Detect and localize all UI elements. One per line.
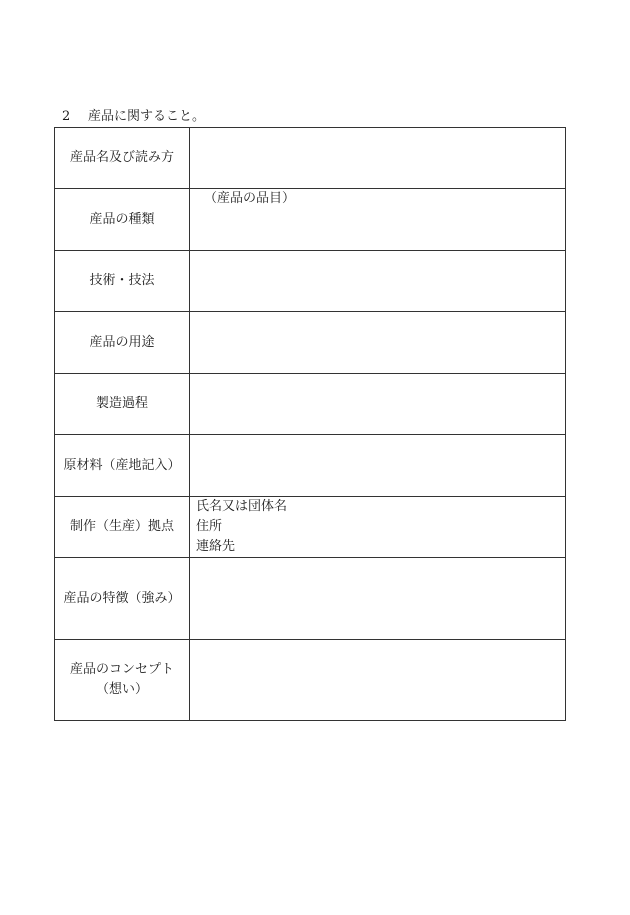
row-label-technique: 技術・技法 [55, 251, 190, 312]
row-label-product-features: 産品の特徴（強み） [55, 558, 190, 640]
field-product-concept[interactable] [190, 640, 566, 721]
row-label-product-concept [55, 640, 190, 721]
concept-label-sub: （想い） [95, 682, 148, 697]
section-number: 2 [62, 109, 71, 124]
row-label-product-name: 産品名及び読み方 [55, 128, 190, 189]
table-row [55, 374, 566, 435]
row-label-raw-materials: 原材料（産地記入） [55, 435, 190, 497]
row-label-product-type: 産品の種類 [55, 189, 190, 251]
field-raw-materials[interactable] [190, 435, 566, 497]
field-usage[interactable] [190, 312, 566, 374]
table-row [55, 312, 566, 374]
concept-label-main: 産品のコンセプト [69, 662, 174, 677]
section-heading [62, 108, 205, 126]
table-row [55, 558, 566, 640]
field-product-type[interactable] [190, 189, 566, 251]
row-label-manufacturing-process: 製造過程 [55, 374, 190, 435]
row-label-production-base: 制作（生産）拠点 [55, 497, 190, 558]
product-info-table [54, 127, 566, 721]
table-row [55, 251, 566, 312]
contact-name-label: 氏名又は団体名 [196, 499, 288, 514]
contact-phone-label: 連絡先 [196, 539, 236, 554]
table-row [55, 497, 566, 558]
field-product-features[interactable] [190, 558, 566, 640]
table-row [55, 128, 566, 189]
section-title: 産品に関すること。 [88, 109, 206, 124]
field-manufacturing-process[interactable] [190, 374, 566, 435]
product-type-note: （産品の品目） [204, 191, 296, 206]
production-base-lines [196, 497, 565, 557]
field-product-name[interactable] [190, 128, 566, 189]
table-row [55, 435, 566, 497]
field-technique[interactable] [190, 251, 566, 312]
row-label-usage: 産品の用途 [55, 312, 190, 374]
field-production-base[interactable] [190, 497, 566, 558]
contact-address-label: 住所 [196, 519, 223, 534]
table-row [55, 189, 566, 251]
table-row [55, 640, 566, 721]
